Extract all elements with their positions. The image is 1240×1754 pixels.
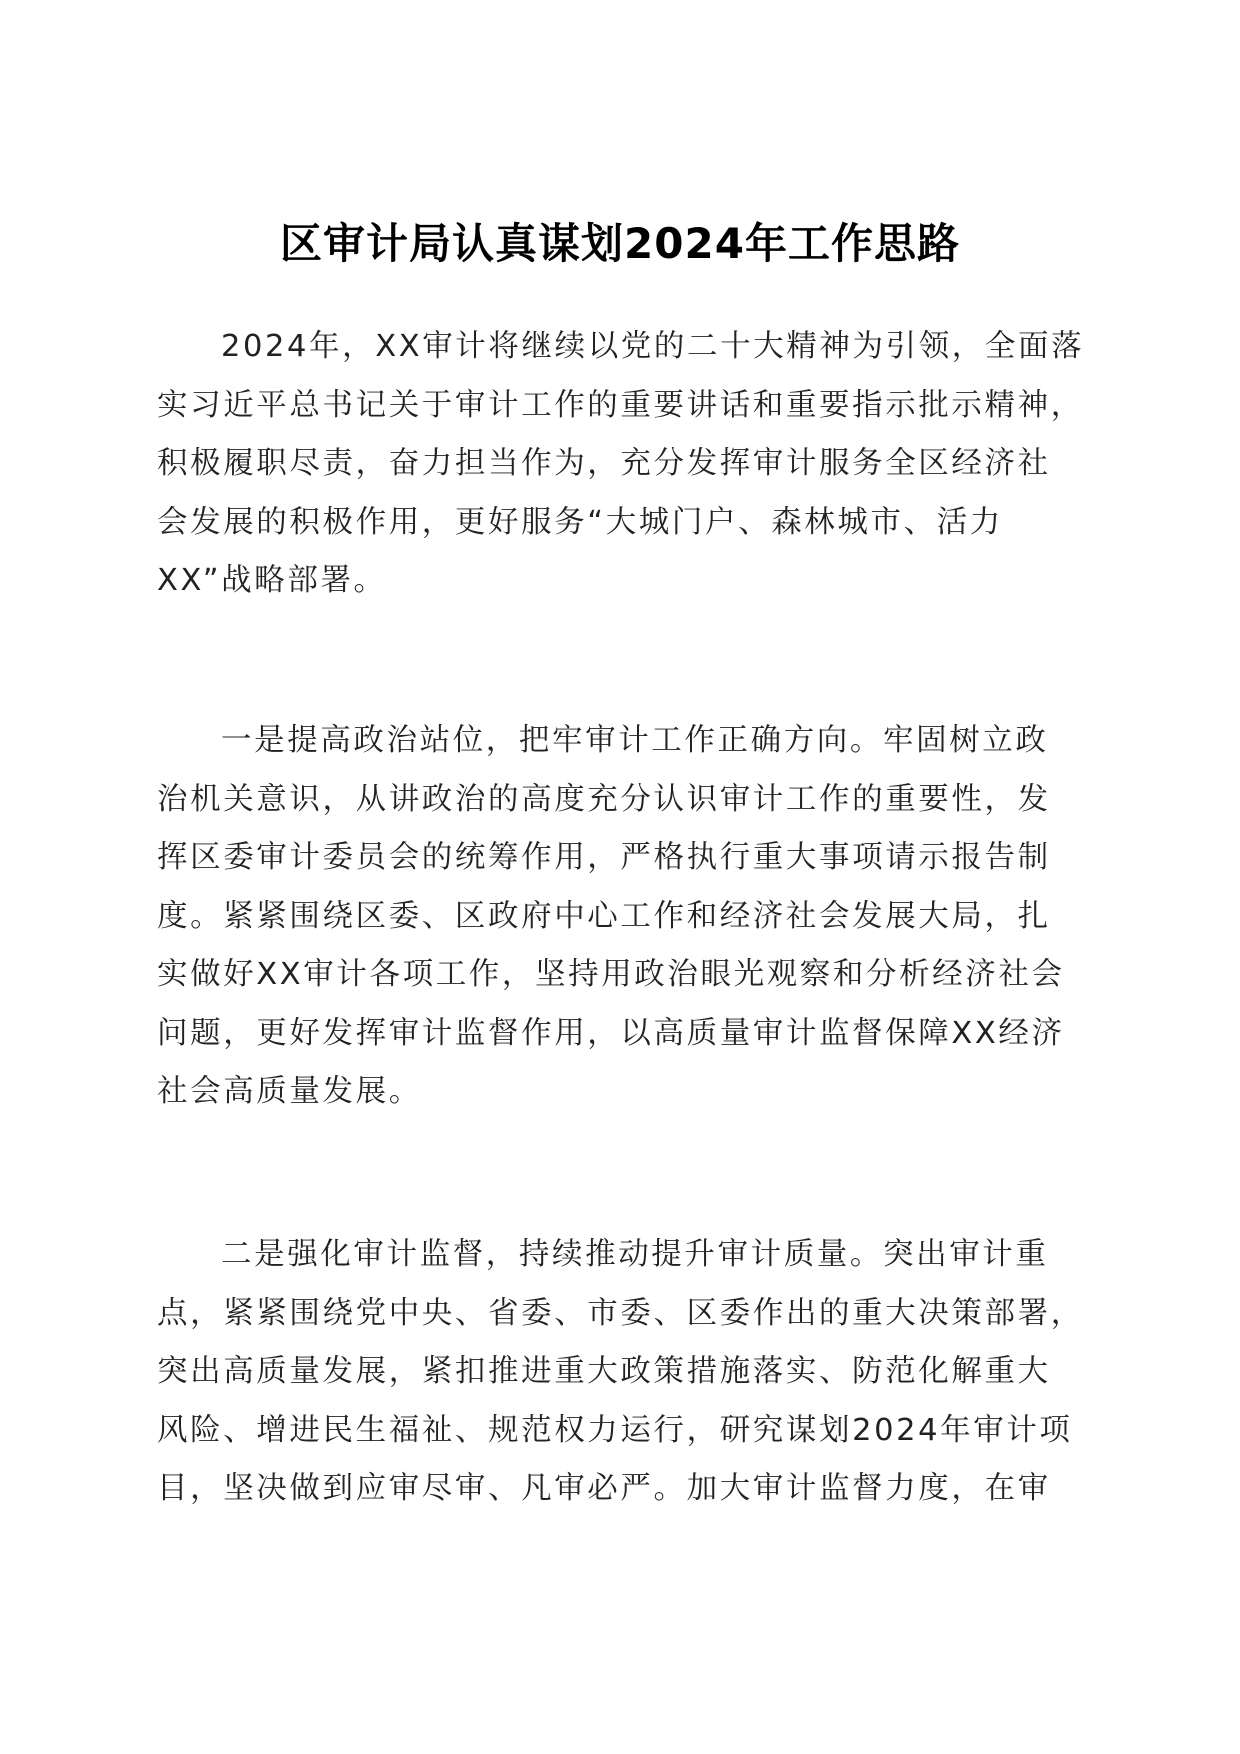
paragraph-line: 治机关意识，从讲政治的高度充分认识审计工作的重要性，发	[157, 781, 1051, 817]
paragraph-line: 社会高质量发展。	[157, 1074, 422, 1109]
document-title: 区审计局认真谋划2024年工作思路	[280, 219, 960, 268]
paragraph-line: 挥区委审计委员会的统筹作用，严格执行重大事项请示报告制	[157, 840, 1051, 875]
paragraph-line: 目，坚决做到应审尽审、凡审必严。加大审计监督力度，在审	[157, 1471, 1051, 1506]
paragraph-line: 度。紧紧围绕区委、区政府中心工作和经济社会发展大局，扎	[157, 898, 1051, 934]
paragraph-point-two	[157, 1226, 1087, 1519]
paragraph-intro	[157, 318, 1087, 611]
paragraph-line: 风险、增进民生福祉、规范权力运行，研究谋划2024年审计项	[157, 1412, 1073, 1448]
paragraph-line: 突出高质量发展，紧扣推进重大政策措施落实、防范化解重大	[157, 1354, 1051, 1389]
paragraph-line: 二是强化审计监督，持续推动提升审计质量。突出审计重	[221, 1237, 1049, 1272]
paragraph-line: 实习近平总书记关于审计工作的重要讲话和重要指示批示精神，	[157, 387, 1084, 423]
paragraph-line: 一是提高政治站位，把牢审计工作正确方向。牢固树立政	[221, 723, 1049, 758]
paragraph-line: 积极履职尽责，奋力担当作为，充分发挥审计服务全区经济社	[157, 446, 1051, 481]
paragraph-line: 2024年，XX审计将继续以党的二十大精神为引领，全面落	[221, 329, 1085, 364]
paragraph-line: 点，紧紧围绕党中央、省委、市委、区委作出的重大决策部署，	[157, 1295, 1084, 1331]
paragraph-line: XX”战略部署。	[157, 563, 387, 598]
paragraph-line: 问题，更好发挥审计监督作用，以高质量审计监督保障XX经济	[157, 1015, 1065, 1051]
paragraph-line: 会发展的积极作用，更好服务“大城门户、森林城市、活力	[157, 504, 1003, 540]
paragraph-point-one	[157, 712, 1087, 1122]
paragraph-line: 实做好XX审计各项工作，坚持用政治眼光观察和分析经济社会	[157, 957, 1065, 992]
